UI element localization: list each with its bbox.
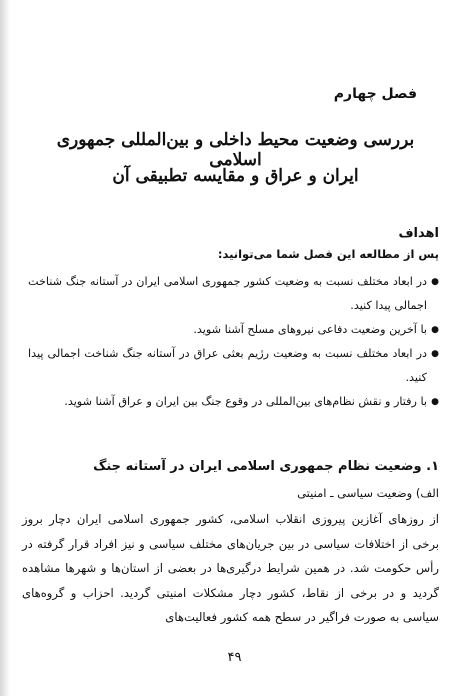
chapter-title-line-2: ایران و عراق و مقایسه تطبیقی آن <box>112 166 359 186</box>
objective-item <box>28 390 439 414</box>
bullet-icon: ● <box>431 349 439 359</box>
objective-item <box>28 342 439 390</box>
chapter-label: فصل چهارم <box>333 86 417 102</box>
page-number: ۴۹ <box>227 650 242 665</box>
objectives-heading: اهداف <box>398 226 439 241</box>
objectives-intro: پس از مطالعه این فصل شما می‌توانید: <box>217 247 439 261</box>
chapter-title-line-1: بررسی وضعیت محیط داخلی و بین‌المللی جمهوری اسلامی <box>56 130 415 170</box>
page-binding-shadow <box>0 0 10 696</box>
objective-text: با آخرین وضعیت دفاعی نیروهای مسلح آشنا شوید. <box>193 323 427 336</box>
bullet-icon: ● <box>431 277 439 287</box>
subsection-heading: الف) وضعیت سیاسی ـ امنیتی <box>297 486 439 500</box>
objective-text: با رفتار و نقش نظام‌های بین‌المللی در وقوع جنگ بین ایران و عراق آشنا شوید. <box>64 395 427 408</box>
objective-item <box>28 270 439 318</box>
objective-item <box>28 318 439 342</box>
body-paragraph: از روزهای آغازین پیروزی انقلاب اسلامی، کشور جمهوری اسلامی ایران دچار بروز برخی از اختلافات سیاسی در بین جریان‌های مختلف سیاسی و نیز افراد قرار گرفته در رأس حکومت شد. در همین شرایط درگیری‌ها در بعضی از استان‌ها و شهرها مشاهده گردید و در برخی از نقاط، کشور دچار مشکلات امنیتی گردید. احزاب و گروه‌های سیاسی به صورت فراگیر در سطح همه کشور فعالیت‌های <box>22 512 439 624</box>
objectives-list <box>28 270 439 414</box>
objective-text: در ابعاد مختلف نسبت به وضعیت رژیم بعثی عراق در آستانه جنگ شناخت اجمالی پیدا کنید. <box>28 347 427 384</box>
section-heading: ۱. وضعیت نظام جمهوری اسلامی ایران در آستانه جنگ <box>93 459 439 474</box>
objective-text: در ابعاد مختلف نسبت به وضعیت کشور جمهوری اسلامی ایران در آستانه جنگ شناخت اجمالی پیدا کنید. <box>28 275 427 312</box>
bullet-icon: ● <box>431 397 439 407</box>
bullet-icon: ● <box>431 325 439 335</box>
